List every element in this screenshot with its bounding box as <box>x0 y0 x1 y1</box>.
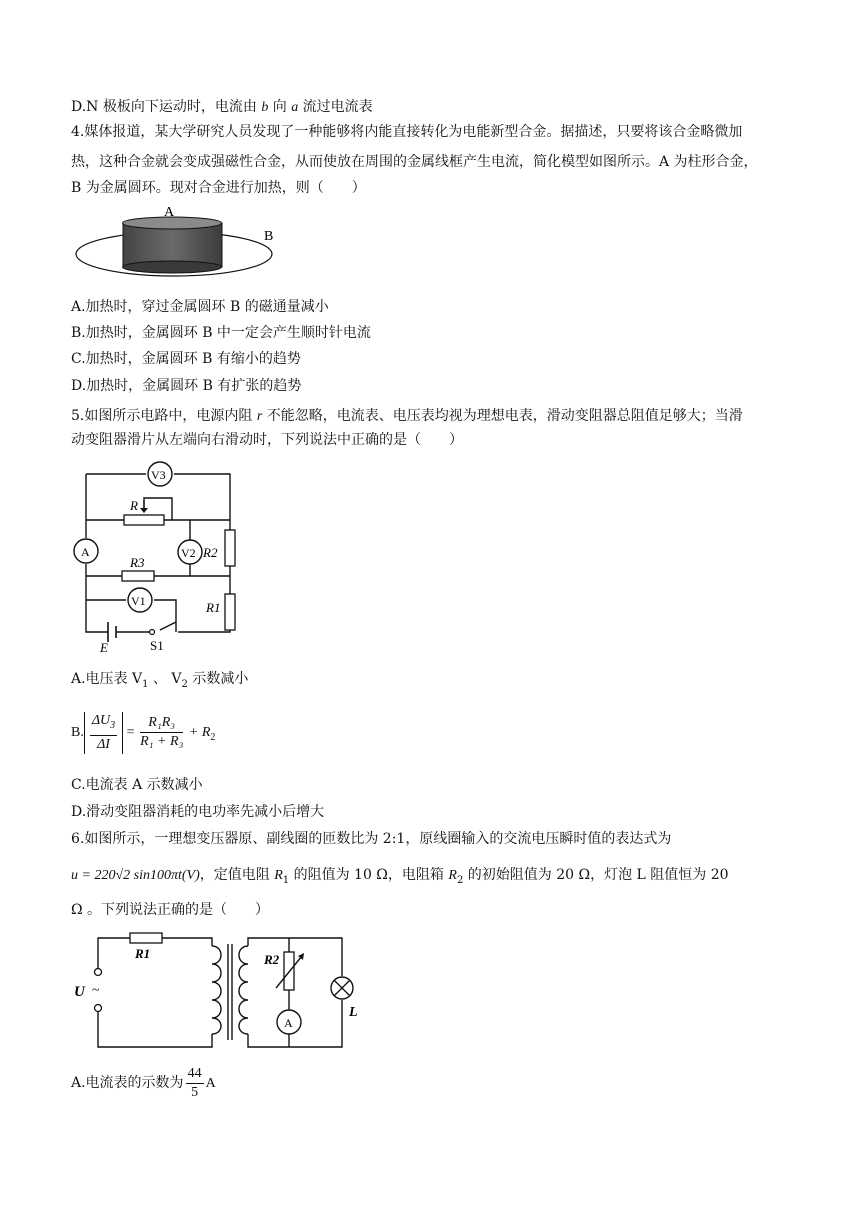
q5-label-r: R <box>130 498 138 513</box>
resistor-r1-icon <box>130 933 162 943</box>
q6-label-r1: R1 <box>135 946 151 961</box>
q6-option-a <box>71 1063 216 1104</box>
q6-stem-line-1: 6.如图所示，一理想变压器原、副线圈的匝数比为 2:1，原线圈输入的交流电压瞬时值的表达式为 <box>71 831 672 847</box>
input-terminal-bottom-icon <box>95 1005 102 1012</box>
q5-label-a: A <box>81 545 90 559</box>
q6-voltage-expression: u = 220√2 sin100πt(V) <box>71 868 200 883</box>
q3-option-d <box>71 97 373 118</box>
q5-label-r1: R1 <box>206 600 221 615</box>
q5-opt-a-text2: 、 V <box>148 671 182 687</box>
q6-transformer-figure <box>72 930 362 1055</box>
q5-stem-line-2: 动变阻器滑片从左端向右滑动时，下列说法中正确的是（ ） <box>71 432 463 448</box>
q5-opt-b-prefix: B. <box>71 725 84 741</box>
q6-label-u: U <box>74 984 85 1000</box>
q6-ac-symbol: ~ <box>92 983 100 998</box>
q5-label-v2: V2 <box>181 546 196 560</box>
q5-option-c: C.电流表 A 示数减小 <box>71 777 203 793</box>
alloy-cylinder-a <box>123 223 222 267</box>
input-terminal-top-icon <box>95 969 102 976</box>
q5-stem-r: r <box>256 409 263 424</box>
switch-s1-icon <box>150 630 155 635</box>
q5-stem-text: 5.如图所示电路中，电源内阻 <box>71 408 257 424</box>
q6-label-a: A <box>284 1016 293 1030</box>
resistor-r1-icon <box>225 594 235 630</box>
q6-label-l: L <box>349 1005 358 1020</box>
q4-option-c: C.加热时，金属圆环 B 有缩小的趋势 <box>71 351 301 367</box>
resistor-r2-icon <box>225 530 235 566</box>
q5-opt-a-text: A.电压表 V <box>71 671 143 687</box>
q5-stem-text2: 不能忽略，电流表、电压表均视为理想电表，滑动变阻器总阻值足够大；当滑 <box>262 408 743 424</box>
q5-opt-a-text3: 示数减小 <box>187 671 249 687</box>
rheostat-r-icon <box>124 515 164 525</box>
q5-opt-b-eq: = <box>126 725 135 741</box>
q6-opt-a-text: A.电流表的示数为 <box>71 1075 184 1091</box>
q5-label-e: E <box>100 640 108 655</box>
q3-opt-d-text3: 流过电流表 <box>298 99 373 115</box>
q6-stem-line-2: u = 220√2 sin100πt(V)，定值电阻 $R_1$ 的阻值为 10 Ω，电阻箱 $R_2$ 的初始阻值为 20 Ω，灯泡 L 阻值恒为 20 <box>71 867 729 886</box>
q6-opt-a-unit: A <box>205 1076 216 1091</box>
q5-opt-a-sub1: 1 <box>142 678 149 690</box>
q4-option-a: A.加热时，穿过金属圆环 B 的磁通量减小 <box>71 299 329 315</box>
q4-stem-line-3: B 为金属圆环。现对合金进行加热，则（ ） <box>71 180 366 196</box>
q5-stem-line-1 <box>71 406 743 427</box>
q4-label-a: A <box>164 205 175 220</box>
q4-option-b: B.加热时，金属圆环 B 中一定会产生顺时针电流 <box>71 325 371 341</box>
q5-label-r3: R3 <box>130 555 145 570</box>
q6-label-r2: R2 <box>264 952 280 967</box>
q5-option-b: B. $\frac{\Delta U_3}{\Delta I}$ = $\frac{\text{R₁R₃}}{\text{R₁ + R₃}}$ + $R_2$ <box>71 713 216 752</box>
q5-option-a <box>71 669 248 695</box>
battery-icon <box>108 622 116 642</box>
q5-option-d: D.滑动变阻器消耗的电功率先减小后增大 <box>71 804 325 820</box>
q5-label-r2: R2 <box>203 545 218 560</box>
q3-opt-d-b: b <box>261 100 269 115</box>
q5-circuit-figure <box>72 460 242 655</box>
q4-figure <box>72 205 282 285</box>
q5-label-s1: S1 <box>150 638 164 653</box>
q3-opt-d-a: a <box>291 100 299 115</box>
q6-opt-a-fraction: $\frac{44}{5}$ <box>187 1066 202 1101</box>
q3-opt-d-text: D.N 极板向下运动时，电流由 <box>71 99 262 115</box>
q6-stem-line-3: Ω 。下列说法正确的是（ ） <box>71 902 270 918</box>
q4-option-d: D.加热时，金属圆环 B 有扩张的趋势 <box>71 378 302 394</box>
q5-label-v3: V3 <box>151 468 166 482</box>
q5-opt-b-tail: + R <box>188 725 211 741</box>
q5-opt-b-fraction: $\frac{\text{R₁R₃}}{\text{R₁ + R₃}}$ <box>140 715 184 750</box>
q4-stem-line-2: 热，这种合金就会变成强磁性合金，从而使放在周围的金属线框产生电流，简化模型如图所示。A 为柱形合金， <box>71 154 758 170</box>
q3-opt-d-text2: 向 <box>268 99 292 115</box>
q5-label-v1: V1 <box>131 594 146 608</box>
q4-stem-line-1: 4.媒体报道，某大学研究人员发现了一种能够将内能直接转化为电能新型合金。据描述，只要将该合金略微加 <box>71 124 743 140</box>
q5-opt-b-abs: $\frac{\Delta U_3}{\Delta I}$ <box>84 712 123 754</box>
q4-label-b: B <box>264 229 274 244</box>
q5-opt-a-sub2: 2 <box>181 678 188 690</box>
resistor-r3-icon <box>122 571 154 581</box>
